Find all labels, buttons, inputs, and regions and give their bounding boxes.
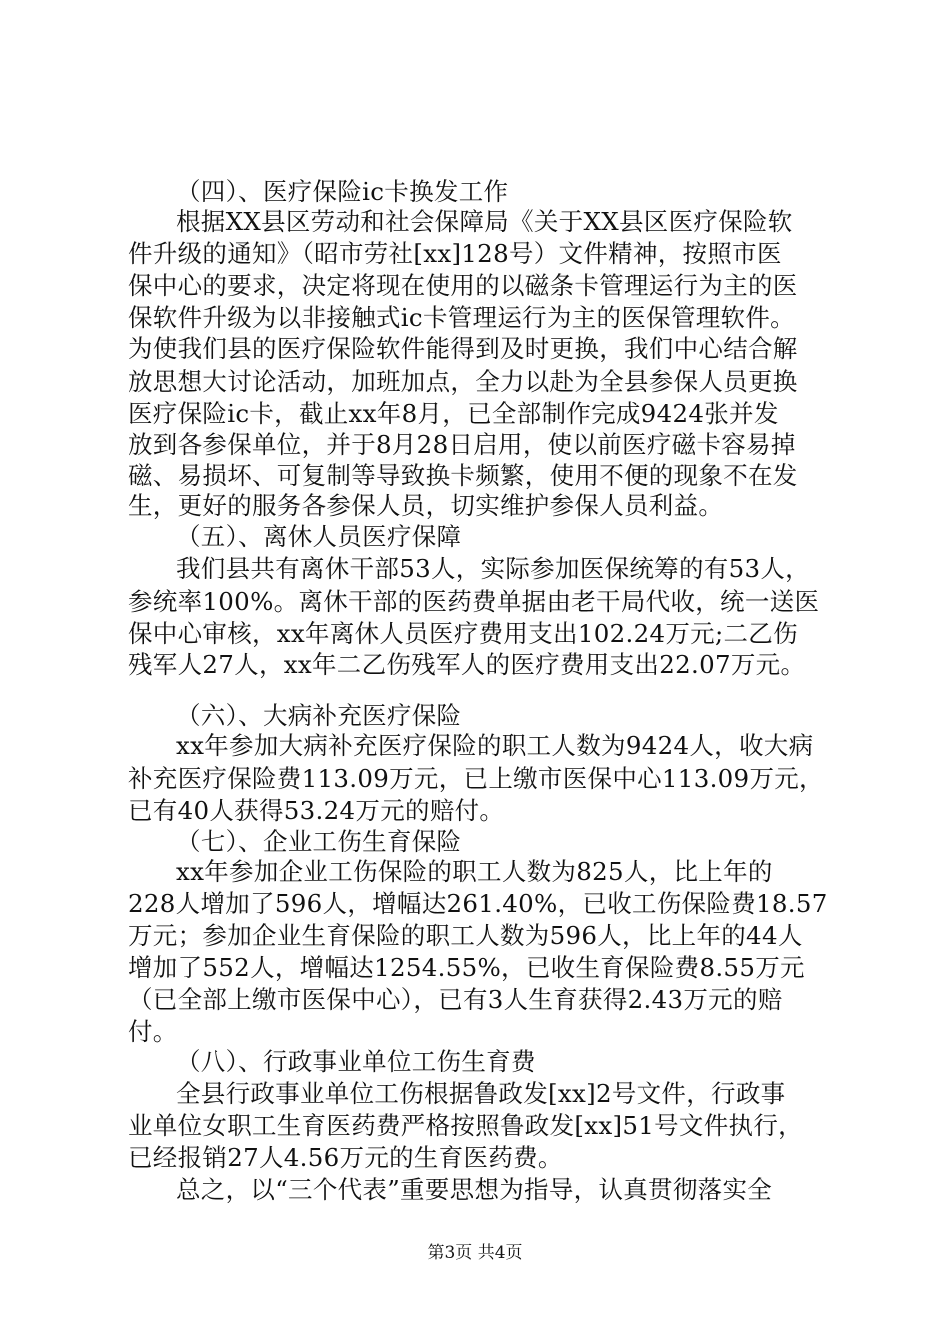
paragraph-line: 为使我们县的医疗保险软件能得到及时更换，我们中心结合解 — [128, 334, 798, 363]
paragraph-line: 残军人27人，xx年二乙伤残军人的医疗费用支出22.07万元。 — [128, 650, 806, 679]
paragraph-line: 万元；参加企业生育保险的职工人数为596人，比上年的44人 — [128, 921, 803, 950]
paragraph-line: 业单位女职工生育医药费严格按照鲁政发[xx]51号文件执行， — [128, 1111, 803, 1140]
paragraph-line: 全县行政事业单位工伤根据鲁政发[xx]2号文件，行政事 — [176, 1079, 786, 1108]
paragraph-line: 磁、易损坏、可复制等导致换卡频繁，使用不便的现象不在发 — [128, 461, 798, 490]
heading-7: （七）、企业工伤生育保险 — [176, 827, 462, 856]
paragraph-line: 参统率100%。离休干部的医药费单据由老干局代收，统一送医 — [128, 587, 820, 616]
paragraph-line: 已经报销27人4.56万元的生育医药费。 — [128, 1143, 563, 1172]
paragraph-line: 件升级的通知》（昭市劳社[xx]128号）文件精神，按照市医 — [128, 239, 782, 268]
paragraph-line: 保软件升级为以非接触式ic卡管理运行为主的医保管理软件。 — [128, 303, 795, 332]
paragraph-line: 228人增加了596人，增幅达261.40%，已收工伤保险费18.57 — [128, 889, 828, 918]
paragraph-line: 总之，以“三个代表”重要思想为指导，认真贯彻落实全 — [176, 1175, 773, 1204]
paragraph-line: （已全部上缴市医保中心），已有3人生育获得2.43万元的赔 — [128, 985, 783, 1014]
heading-6: （六）、大病补充医疗保险 — [176, 701, 462, 730]
page-footer: 第3页 共4页 — [427, 1243, 523, 1263]
paragraph-line: 根据XX县区劳动和社会保障局《关于XX县区医疗保险软 — [176, 207, 793, 236]
paragraph-line: 付。 — [128, 1017, 178, 1046]
paragraph-line: 补充医疗保险费113.09万元，已上缴市医保中心113.09万元， — [128, 764, 824, 793]
paragraph-line: 放思想大讨论活动，加班加点，全力以赴为全县参保人员更换 — [128, 367, 798, 396]
paragraph-line: 保中心的要求，决定将现在使用的以磁条卡管理运行为主的医 — [128, 271, 798, 300]
paragraph-line: 增加了552人，增幅达1254.55%，已收生育保险费8.55万元 — [128, 953, 805, 982]
paragraph-line: xx年参加大病补充医疗保险的职工人数为9424人，收大病 — [176, 731, 814, 760]
paragraph-line: 生，更好的服务各参保人员，切实维护参保人员利益。 — [128, 491, 724, 520]
paragraph-line: 放到各参保单位，并于8月28日启用，使以前医疗磁卡容易掉 — [128, 430, 796, 459]
paragraph-line: 保中心审核，xx年离休人员医疗费用支出102.24万元;二乙伤 — [128, 619, 798, 648]
paragraph-line: 医疗保险ic卡，截止xx年8月，已全部制作完成9424张并发 — [128, 399, 779, 428]
heading-5: （五）、离休人员医疗保障 — [176, 522, 462, 551]
paragraph-line: xx年参加企业工伤保险的职工人数为825人，比上年的 — [176, 857, 773, 886]
heading-4: （四）、医疗保险ic卡换发工作 — [176, 177, 509, 206]
heading-8: （八）、行政事业单位工伤生育费 — [176, 1047, 536, 1076]
paragraph-line: 我们县共有离休干部53人，实际参加医保统筹的有53人， — [176, 554, 810, 583]
paragraph-line: 已有40人获得53.24万元的赔付。 — [128, 796, 505, 825]
